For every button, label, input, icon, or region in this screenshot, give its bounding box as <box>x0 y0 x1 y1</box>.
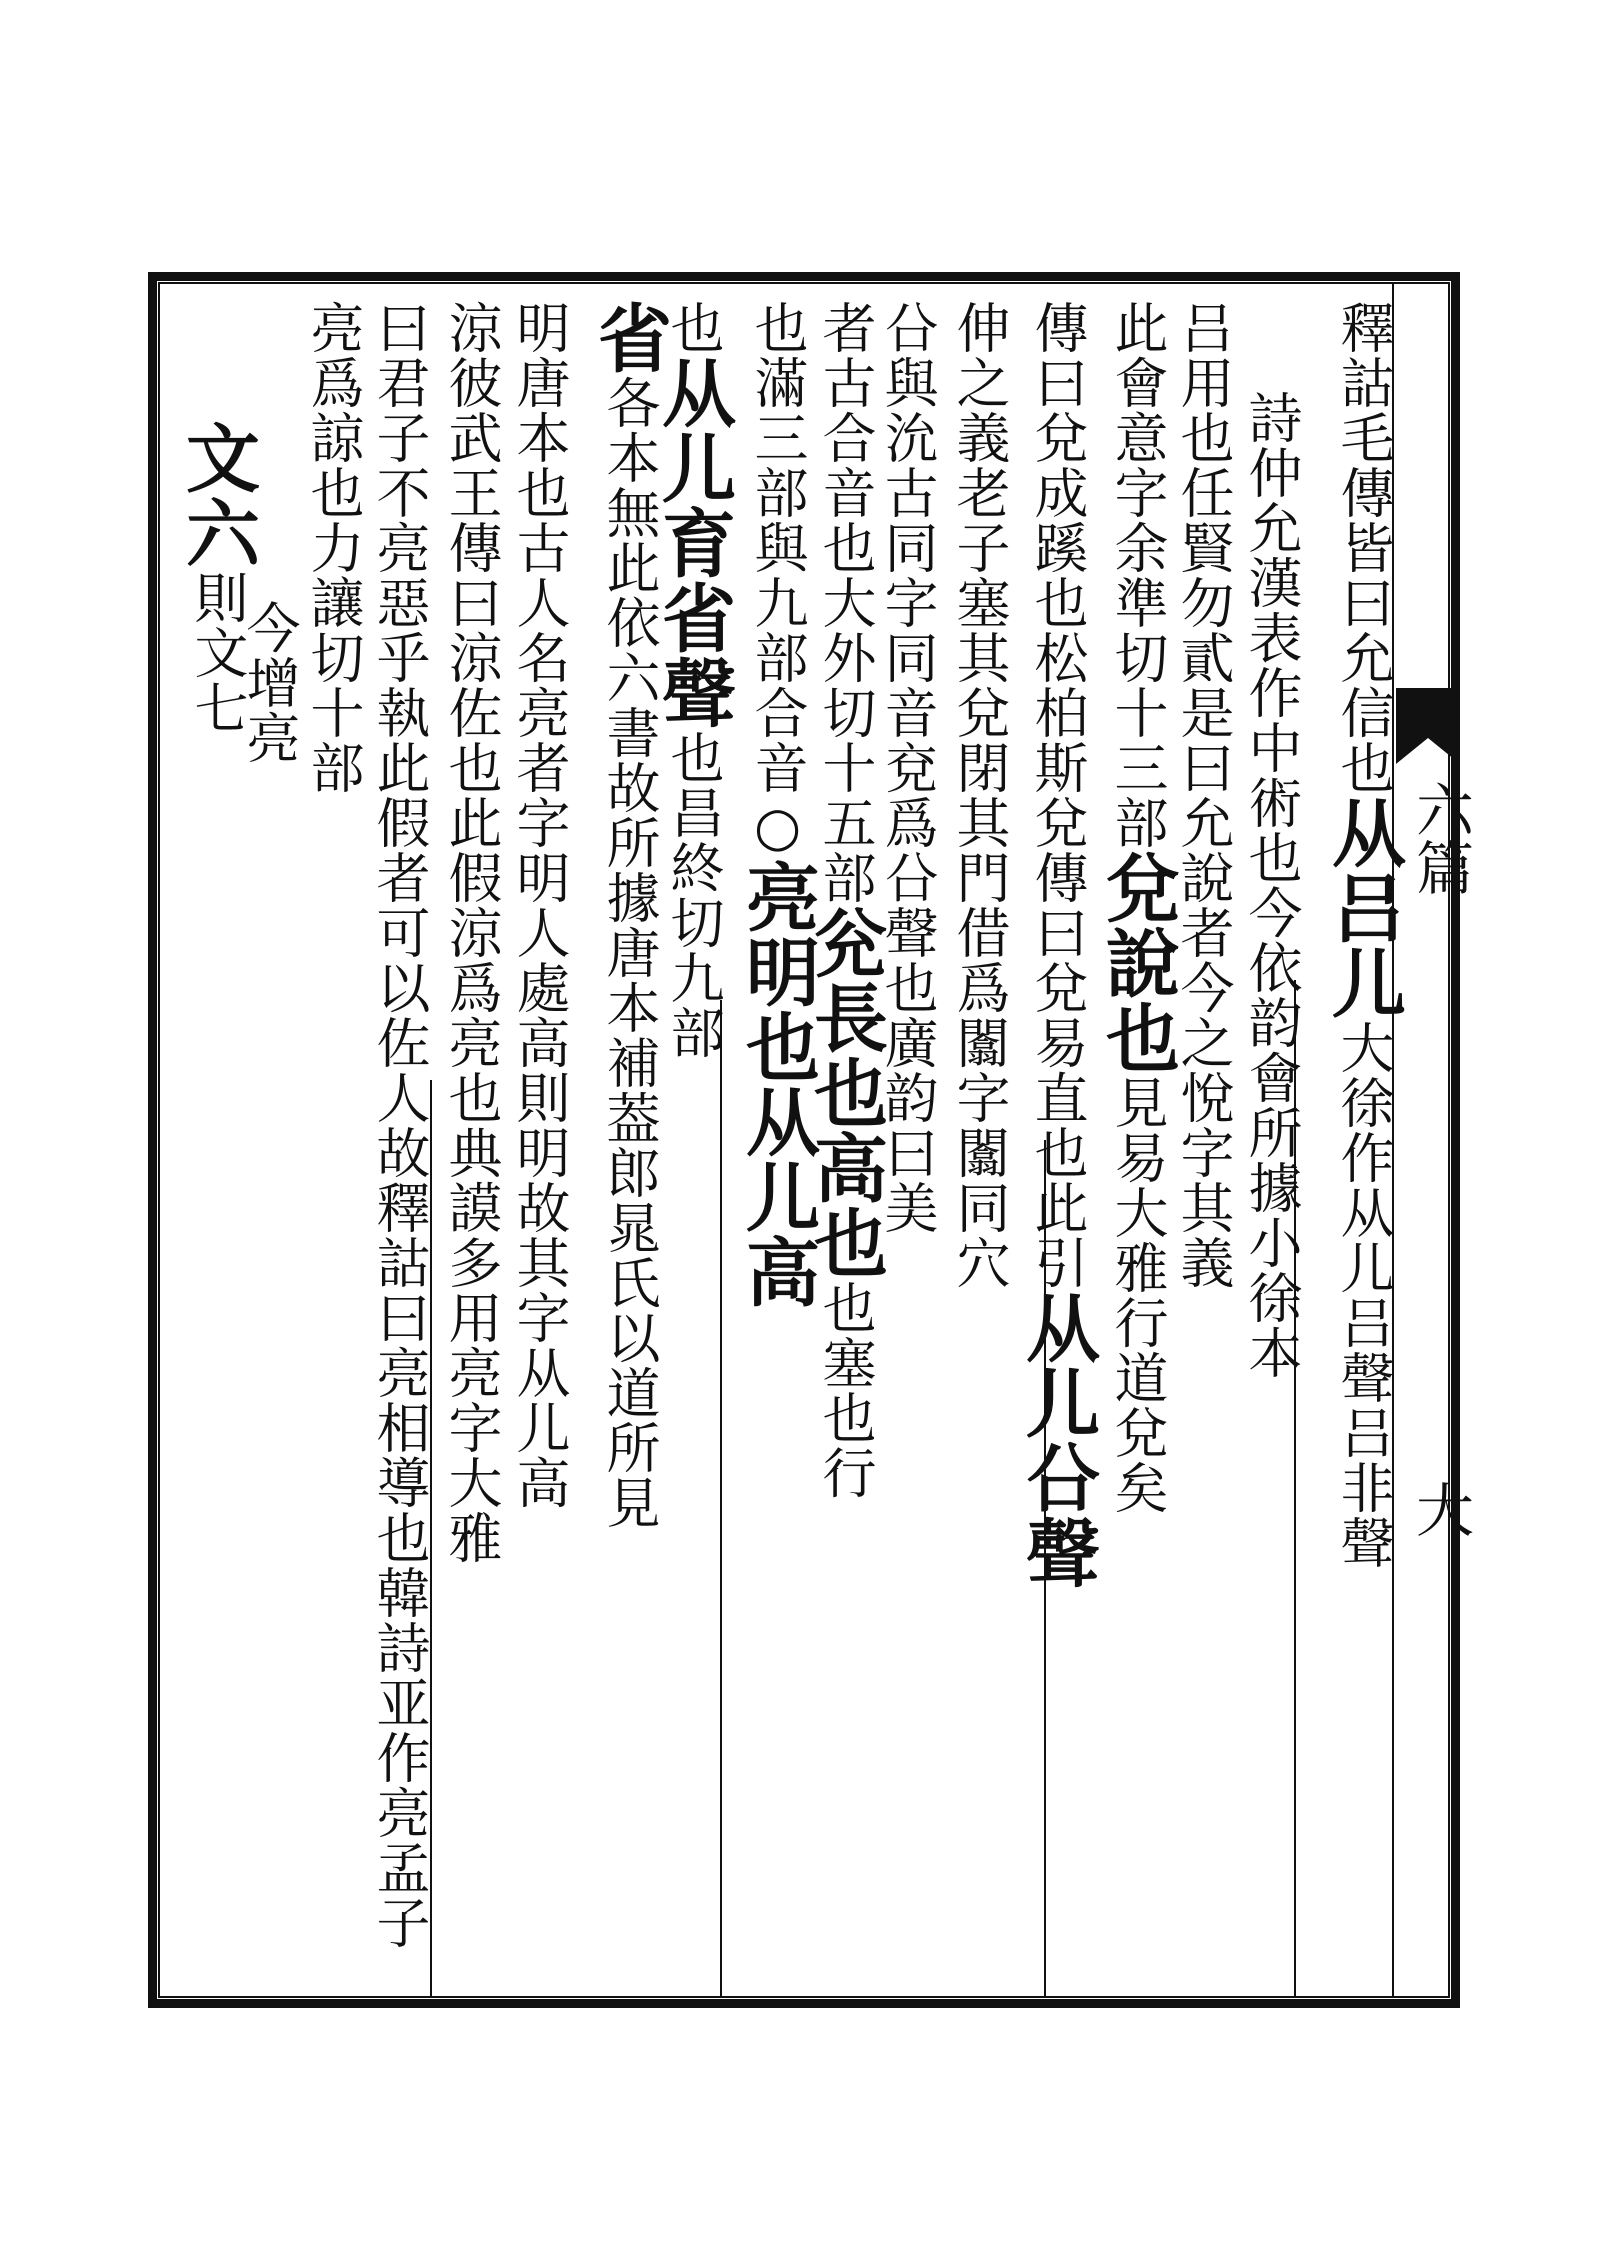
text-column <box>586 300 672 1530</box>
main-text: 从儿育省聲 <box>650 355 736 730</box>
commentary-text: 也滿 <box>746 300 809 410</box>
commentary-text: 也昌終切九部 <box>662 730 725 1060</box>
commentary-text: 三部與九部合音 <box>746 410 809 795</box>
commentary-text: 者古合音也大外切十五部 <box>814 300 877 905</box>
column-rule <box>720 1000 722 1998</box>
text-column <box>734 300 820 1309</box>
commentary-text: 釋詁毛傳皆曰允信也 <box>1332 300 1395 795</box>
commentary-text: 也塞也行 <box>814 1280 877 1500</box>
main-text: 从 <box>1320 795 1406 870</box>
fish-tail-mark-icon <box>1396 688 1460 764</box>
commentary-text: 也廣韵曰美 <box>876 960 939 1235</box>
main-text: 亮明也从儿高 <box>734 859 820 1309</box>
commentary-text: 者可以佐人故釋詁曰亮相導也韓詩亚作亮孟子 <box>368 850 431 1950</box>
commentary-text: 見易大雅行道兌矣 <box>1106 1075 1169 1515</box>
commentary-text: 大徐作从儿吕聲吕非聲 <box>1332 1020 1395 1570</box>
commentary-text: 也今依韵會所據小徐本 <box>1240 830 1303 1380</box>
commentary-text: 吕用也任賢勿貳是曰允 <box>1172 300 1235 850</box>
main-text: 文六 <box>174 420 260 570</box>
commentary-text: 伸之義老子塞其兌閉其門借爲闟字闟同穴 <box>948 300 1011 1290</box>
text-column <box>1320 300 1406 1570</box>
commentary-text: ○ <box>746 795 809 859</box>
text-column <box>650 300 736 1060</box>
commentary-text: 各本無此依六書故所據唐本補葢郎晁氏以道所見 <box>598 375 661 1530</box>
text-column <box>368 300 431 1950</box>
text-column <box>1014 300 1100 1590</box>
commentary-text: 涼彼武王傳曰涼佐也此假涼爲亮也典謨多用亮字大雅 <box>440 300 503 1565</box>
text-column <box>302 300 365 795</box>
text-column <box>1172 300 1235 1290</box>
text-column <box>440 300 503 1565</box>
text-column <box>508 300 571 1510</box>
text-column <box>1240 390 1303 1380</box>
commentary-text: 詩仲允漢表作中術 <box>1240 390 1303 830</box>
page-mark: 大 <box>1406 1480 1474 1538</box>
main-text: 兊長也高也 <box>802 905 888 1280</box>
commentary-text: 此會意字余準切十三部 <box>1106 300 1169 850</box>
commentary-text: 也 <box>662 300 725 355</box>
main-text: 吕儿 <box>1320 870 1406 1020</box>
commentary-text: 曰君子不亮惡乎執此假 <box>368 300 431 850</box>
commentary-text: 今增亮 <box>238 600 301 765</box>
main-text: 从儿㕣聲 <box>1014 1290 1100 1590</box>
main-text: 省 <box>586 300 672 375</box>
commentary-text: 明 <box>508 300 571 355</box>
commentary-text: 㕣與沇古同字同音兗爲㕣聲 <box>876 300 939 960</box>
volume-label: 六篇 <box>1406 780 1474 896</box>
commentary-text: 傳曰兌成蹊也松柏斯兌傳曰兌易直也此引 <box>1026 300 1089 1290</box>
commentary-text: 唐本也古人名亮者字明人處高則明故其字从儿高 <box>508 355 571 1510</box>
commentary-text: 則文七 <box>186 570 249 735</box>
text-column <box>174 420 260 735</box>
commentary-text: 說者今之悅字其義 <box>1172 850 1235 1290</box>
text-column <box>1094 300 1180 1515</box>
text-column <box>948 300 1011 1290</box>
main-text: 兌說也 <box>1094 850 1180 1075</box>
commentary-text: 亮爲諒也力讓切十部 <box>302 300 365 795</box>
text-column <box>876 300 939 1235</box>
